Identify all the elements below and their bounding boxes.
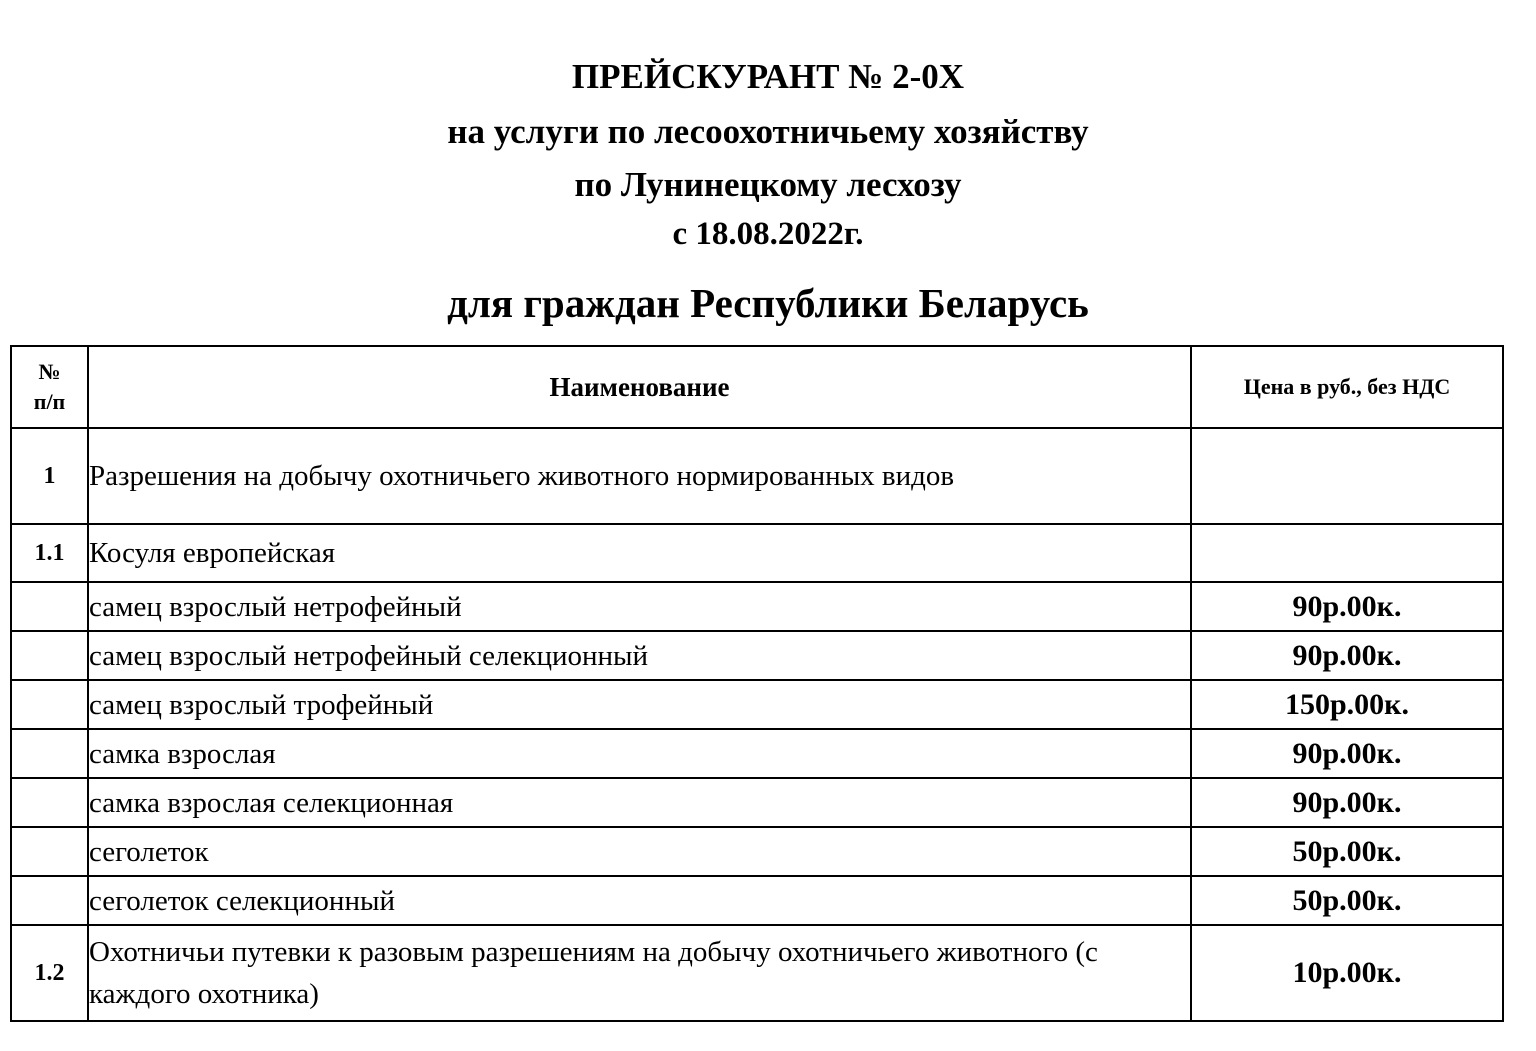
price-table: [10, 345, 1504, 1022]
table-row: [11, 524, 1503, 582]
table-header-row: [11, 346, 1503, 428]
row-name: Охотничьи путевки к разовым разрешениям на добычу охотничьего животного (с каждого охотника): [88, 925, 1191, 1021]
table-row: [11, 876, 1503, 925]
row-price: [1191, 524, 1503, 582]
table-row: [11, 729, 1503, 778]
row-price: 90р.00к.: [1191, 631, 1503, 680]
table-row: [11, 827, 1503, 876]
row-name: Косуля европейская: [88, 524, 1191, 582]
row-price: 10р.00к.: [1191, 925, 1503, 1021]
row-name: самка взрослая селекционная: [88, 778, 1191, 827]
row-number: [11, 729, 88, 778]
column-header-number-abbrev: п/п: [33, 389, 66, 414]
row-name: самец взрослый нетрофейный: [88, 582, 1191, 631]
table-row: [11, 680, 1503, 729]
document-subtitle-organization: по Лунинецкому лесхозу: [574, 165, 962, 204]
row-name: самка взрослая: [88, 729, 1191, 778]
row-price: 90р.00к.: [1191, 729, 1503, 778]
row-number: 1.2: [11, 925, 88, 1021]
row-number: [11, 778, 88, 827]
row-number: [11, 680, 88, 729]
row-name: Разрешения на добычу охотничьего животного нормированных видов: [88, 428, 1191, 524]
row-price: 90р.00к.: [1191, 778, 1503, 827]
column-header-number: [11, 346, 88, 428]
column-header-name: Наименование: [88, 346, 1191, 428]
table-row: [11, 631, 1503, 680]
row-price: 150р.00к.: [1191, 680, 1503, 729]
row-number: [11, 827, 88, 876]
row-price: 90р.00к.: [1191, 582, 1503, 631]
row-number: [11, 876, 88, 925]
row-price: [1191, 428, 1503, 524]
column-header-number-symbol: №: [38, 359, 61, 384]
row-name: самец взрослый нетрофейный селекционный: [88, 631, 1191, 680]
table-row: [11, 428, 1503, 524]
table-row: [11, 925, 1503, 1021]
document-effective-date: с 18.08.2022г.: [672, 216, 864, 252]
row-number: [11, 582, 88, 631]
row-number: [11, 631, 88, 680]
document-subtitle-services: на услуги по лесоохотничьему хозяйству: [447, 112, 1089, 151]
table-row: [11, 582, 1503, 631]
row-name: сеголеток: [88, 827, 1191, 876]
row-number: 1.1: [11, 524, 88, 582]
row-price: 50р.00к.: [1191, 876, 1503, 925]
row-name: сеголеток селекционный: [88, 876, 1191, 925]
row-number: 1: [11, 428, 88, 524]
row-price: 50р.00к.: [1191, 827, 1503, 876]
document-audience: для граждан Республики Беларусь: [447, 280, 1089, 326]
table-row: [11, 778, 1503, 827]
row-name: самец взрослый трофейный: [88, 680, 1191, 729]
column-header-price: Цена в руб., без НДС: [1191, 346, 1503, 428]
document-title: ПРЕЙСКУРАНТ № 2-0Х: [571, 57, 965, 96]
